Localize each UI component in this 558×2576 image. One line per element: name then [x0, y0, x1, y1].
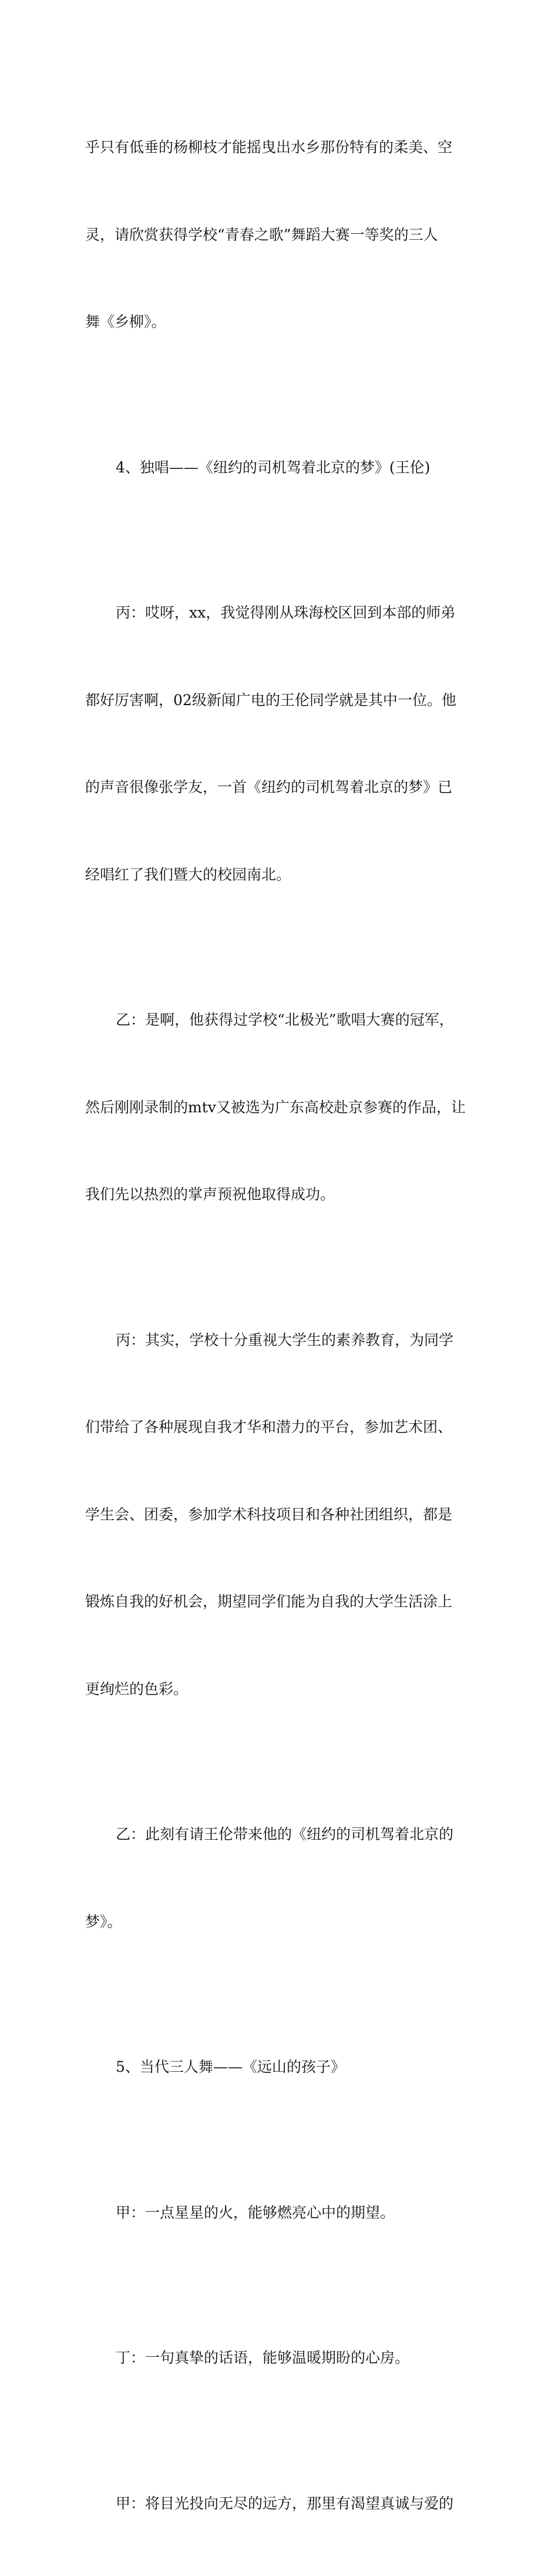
text-line: 乙：是啊，他获得过学校“北极光”歌唱大赛的冠军， [85, 1005, 476, 1035]
text-line: 们带给了各种展现自我才华和潜力的平台，参加艺术团、 [85, 1413, 476, 1442]
text-line: 灵，请欣赏获得学校“青春之歌”舞蹈大赛一等奖的三人 [85, 220, 476, 250]
paragraph-yi-dialogue-2 [85, 1762, 476, 1994]
text-line: 经唱红了我们暨大的校园南北。 [85, 860, 476, 890]
paragraph-jia-dialogue [85, 2140, 476, 2286]
text-line: 丙：其实，学校十分重视大学生的素养教育，为同学 [85, 1326, 476, 1355]
text-line: 舞《乡柳》。 [85, 307, 476, 337]
text-line: 都好厉害啊，02级新闻广电的王伦同学就是其中一位。他 [85, 686, 476, 715]
paragraph-dance-intro [85, 75, 476, 395]
paragraph-bing-dialogue-2 [85, 1267, 476, 1762]
paragraph-jia-dialogue-2 [85, 2431, 476, 2576]
text-line: 甲：将目光投向无尽的远方，那里有渴望真诚与爱的 [85, 2489, 476, 2518]
program-item-heading [85, 1994, 476, 2140]
text-line: 梦》。 [85, 1907, 476, 1937]
text-line: 5、当代三人舞——《远山的孩子》 [85, 2052, 476, 2082]
document-page [85, 75, 476, 2576]
program-item-heading [85, 395, 476, 541]
text-line: 丁：一句真挚的话语，能够温暖期盼的心房。 [85, 2343, 476, 2373]
text-line: 丙：哎呀，xx，我觉得刚从珠海校区回到本部的师弟 [85, 598, 476, 628]
paragraph-yi-dialogue [85, 947, 476, 1267]
text-line: 4、独唱——《纽约的司机驾着北京的梦》(王伦) [85, 453, 476, 482]
text-line: 学生会、团委，参加学术科技项目和各种社团组织，都是 [85, 1500, 476, 1530]
text-line: 我们先以热烈的掌声预祝他取得成功。 [85, 1180, 476, 1209]
text-line: 乎只有低垂的杨柳枝才能摇曳出水乡那份特有的柔美、空 [85, 133, 476, 162]
text-line: 然后刚刚录制的mtv又被选为广东高校赴京参赛的作品，让 [85, 1093, 476, 1122]
text-line: 的声音很像张学友，一首《纽约的司机驾着北京的梦》已 [85, 773, 476, 802]
text-line: 锻炼自我的好机会，期望同学们能为自我的大学生活涂上 [85, 1587, 476, 1616]
text-line: 更绚烂的色彩。 [85, 1675, 476, 1704]
text-line: 乙：此刻有请王伦带来他的《纽约的司机驾着北京的 [85, 1820, 476, 1849]
paragraph-bing-dialogue [85, 540, 476, 947]
paragraph-ding-dialogue [85, 2285, 476, 2431]
text-line: 甲：一点星星的火，能够燃亮心中的期望。 [85, 2198, 476, 2228]
